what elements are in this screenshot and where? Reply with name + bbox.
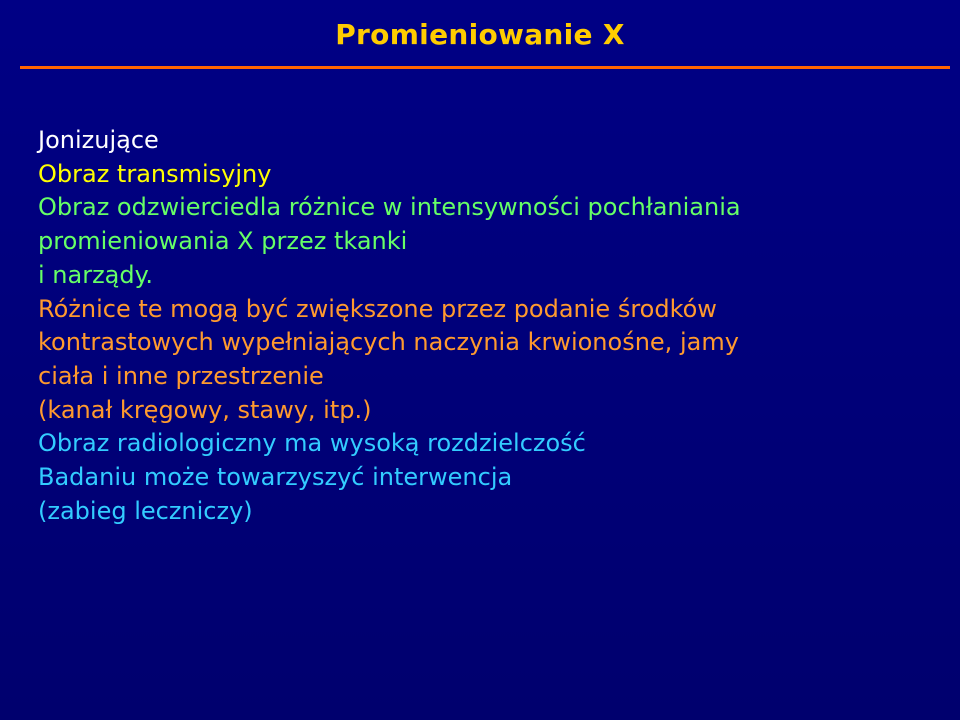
bullet-line: ciała i inne przestrzenie xyxy=(38,361,324,390)
slide-body xyxy=(38,124,938,528)
bullet-line: Obraz odzwierciedla różnice w intensywności pochłaniania xyxy=(38,193,741,222)
bullet-line: Jonizujące xyxy=(38,126,159,154)
bullet-line: promieniowania X przez tkanki xyxy=(38,227,408,256)
bullet-line: Różnice te mogą być zwiększone przez podanie środków xyxy=(38,294,717,323)
bullet-line: Badaniu może towarzyszyć interwencja xyxy=(38,463,513,492)
slide-title: Promieniowanie X xyxy=(335,18,625,51)
bullet-line: (zabieg leczniczy) xyxy=(38,496,253,525)
bullet-line: i narządy. xyxy=(38,260,154,289)
bullet-line: (kanał kręgowy, stawy, itp.) xyxy=(38,395,372,424)
bullet-line: kontrastowych wypełniających naczynia krwionośne, jamy xyxy=(38,328,739,357)
title-divider xyxy=(20,66,950,69)
bullet-line: Obraz radiologiczny ma wysoką rozdzielczość xyxy=(38,429,586,458)
bullet-line: Obraz transmisyjny xyxy=(38,159,272,188)
